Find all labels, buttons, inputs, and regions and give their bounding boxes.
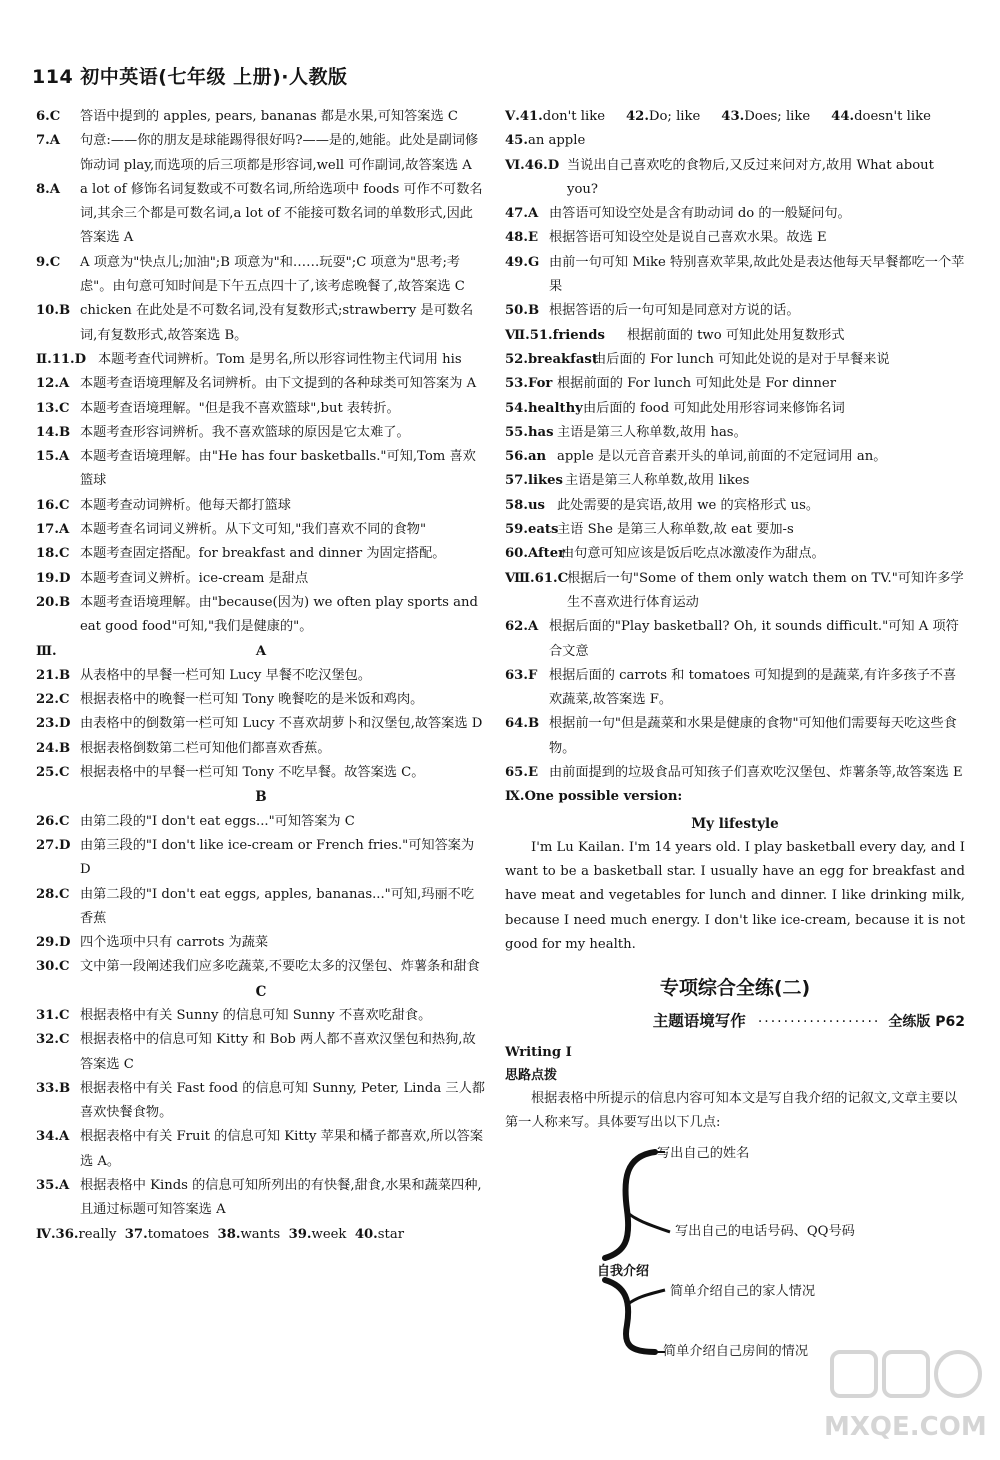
answer-explanation: 句意:——你的朋友是球能踢得很好吗?——是的,她能。此处是副词修饰动词 play,而选项的后三项都是形容词,well 可作副词,故答案选 A [80,133,479,173]
answer-number: 38. [217,1226,241,1242]
answer-number: 53.For [505,376,553,392]
answer-item [36,251,486,300]
answer-item [36,494,486,518]
answer-number: 16.C [36,497,70,513]
answer-explanation: 根据表格中 Kinds 的信息可知所列出的有快餐,甜食,水果和蔬菜四种,且通过标题可知答案选 A [80,1178,482,1218]
answer-number: 27.D [36,837,71,853]
answer-explanation: 答语中提到的 apples, pears, bananas 都是水果,可知答案选 C [80,109,458,124]
answer-item [505,421,965,445]
answer-explanation: 由答语可知设空处是含有助动词 do 的一般疑问句。 [549,206,851,222]
answer-word: tomatoes [147,1226,218,1242]
writing-label: Writing Ⅰ [505,1045,572,1061]
answer-number: 55.has [505,424,554,440]
answer-explanation: 四个选项中只有 carrots 为蔬菜 [80,935,269,951]
special-subtitle: 主题语境写作 [652,1012,746,1031]
answer-item [36,737,486,761]
answer-explanation: 由句意可知应该是饭后吃点冰激凌作为甜点。 [561,546,825,562]
answer-explanation: 由表格中的倒数第一栏可知 Lucy 不喜欢胡萝卜和汉堡包,故答案选 D [80,716,483,732]
answer-number: 37. [124,1226,148,1242]
answer-number: 17.A [36,522,70,538]
answer-explanation: chicken 在此处是不可数名词,没有复数形式;strawberry 是可数名词,有复数形式,故答案选 B。 [80,303,474,343]
answer-item [36,567,486,591]
answer-explanation: 根据答语可知设空处是说自己喜欢水果。故选 E [549,230,827,246]
answer-number: 58.us [505,497,545,513]
answer-word: really [78,1226,125,1242]
answer-word: star [377,1226,404,1242]
answer-number: 28.C [36,886,70,902]
answer-number: 44. [831,109,855,124]
section-letter: A [255,643,267,659]
answer-explanation: 根据前面的 two 可知此处用复数形式 [627,327,845,343]
answer-explanation: 本题考查形容词辨析。我不喜欢篮球的原因是它太难了。 [80,424,410,440]
answer-number: 47.A [505,206,539,222]
section-heading [36,640,486,664]
answer-explanation: 由第二段的"I don't eat eggs..."可知答案为 C [80,813,355,829]
answer-explanation: 本题考查动词辨析。他每天都打篮球 [80,497,291,513]
answer-explanation: 由后面的 food 可知此处用形容词来修饰名词 [583,400,845,416]
answer-number: 29.D [36,935,71,951]
answer-number: 32.C [36,1032,70,1048]
answer-item [505,567,965,616]
answer-number: 59.eats [505,522,559,538]
answer-explanation: 由第二段的"I don't eat eggs, apples, bananas..."可知,玛丽不吃香蕉 [80,886,475,926]
page-header: 114 初中英语(七年级 上册)·人教版 [32,66,348,88]
section-letter: B [255,789,267,806]
answer-number: 62.A [505,619,539,635]
answer-number: 35.A [36,1178,70,1194]
hint-text: 根据表格中所提示的信息内容可知本文是写自我介绍的记叙文,文章主要以第一人称来写。具体要写出以下几点: [505,1091,958,1131]
answer-number: 33.B [36,1080,71,1096]
answer-number: 45. [505,133,528,149]
answer-item [505,542,965,566]
answer-item [505,518,965,542]
brace-graphic [505,1140,965,1355]
answer-explanation: 主语是第三人称单数,故用 has。 [557,424,747,440]
essay-title: My lifestyle [691,815,779,832]
answer-explanation: 根据前面的 For lunch 可知此处是 For dinner [557,376,837,392]
answer-item [36,955,486,979]
answer-item [36,931,486,955]
answer-number: 50.B [505,303,540,319]
answer-word: wants [240,1226,289,1242]
answer-item [505,664,965,713]
answer-number: 34.A [36,1129,70,1145]
answer-explanation: apple 是以元音音素开头的单词,前面的不定冠词用 an。 [557,449,887,465]
right-answer-list [505,105,965,785]
answer-item [36,421,486,445]
answer-item [505,469,965,493]
answer-item [36,810,486,834]
section-number: Ⅲ. [36,643,57,659]
answer-line [36,1223,486,1247]
answer-item [36,883,486,932]
answer-word: week [311,1226,355,1242]
answer-number: 9.C [36,254,61,270]
branch-phone: 写出自己的电话号码、QQ号码 [675,1223,855,1239]
answer-item [36,1125,486,1174]
answer-number: Ⅴ.41. [505,109,543,124]
answer-explanation: 根据后面的 carrots 和 tomatoes 可知提到的是蔬菜,有许多孩子不喜欢蔬菜,故答案选 F。 [549,667,957,708]
answer-explanation: 根据表格中的晚餐一栏可知 Tony 晚餐吃的是米饭和鸡肉。 [80,692,424,708]
special-subtitle-row [505,1009,965,1031]
answer-number: 21.B [36,667,71,683]
answer-item [36,348,486,372]
answer-number: 22.C [36,692,70,708]
answer-number: 8.A [36,181,60,197]
answer-item [505,445,965,469]
branch-room: 简单介绍自己房间的情况 [663,1343,809,1359]
answer-number: Ⅳ.36. [36,1226,79,1242]
answer-item [505,761,965,785]
answer-explanation: 由前面提到的垃圾食品可知孩子们喜欢吃汉堡包、炸薯条等,故答案选 E [549,765,963,781]
answer-explanation: 由后面的 For lunch 可知此处说的是对于早餐来说 [593,351,890,367]
answer-item [36,105,486,129]
answer-explanation: 主语 She 是第三人称单数,故 eat 要加-s [557,522,794,538]
answer-word: Do; like [648,109,722,124]
answer-number: 43. [721,109,745,124]
answer-item [36,761,486,785]
answer-number: 6.C [36,109,61,124]
mind-map [505,1140,965,1359]
answer-number: 56.an [505,449,547,465]
answer-number: 14.B [36,424,71,440]
answer-number: 64.B [505,716,540,732]
special-title: 专项综合全练(二) [659,977,811,1000]
answer-explanation: 根据前一句"但是蔬菜和水果是健康的食物"可知他们需要每天吃这些食物。 [549,716,957,756]
answer-item [505,615,965,664]
branch-family: 简单介绍自己的家人情况 [670,1283,816,1299]
mind-map-center: 自我介绍 [597,1263,650,1279]
answer-item [36,834,486,883]
answer-item [505,712,965,761]
answer-explanation: 根据答语的后一句可知是同意对方说的话。 [549,303,800,319]
answer-number: 26.C [36,813,70,829]
answer-explanation: 当说出自己喜欢吃的食物后,又反过来问对方,故用 What about you? [567,157,934,197]
watermark-text: MXQE.COM [824,1412,987,1442]
answer-explanation: a lot of 修饰名词复数或不可数名词,所给选项中 foods 可作不可数名词,其余三个都是可数名词,a lot of 不能接可数名词的单数形式,因此答案选 A [80,181,483,246]
answer-number: 57.likes [505,473,563,489]
answer-line [505,129,965,153]
answer-explanation: 根据表格中有关 Sunny 的信息可知 Sunny 不喜欢吃甜食。 [80,1007,432,1023]
answer-explanation: 文中第一段阐述我们应多吃蔬菜,不要吃太多的汉堡包、炸薯条和甜食 [80,959,480,975]
answer-number: Ⅶ.51.friends [505,327,605,343]
answer-number: Ⅱ.11.D [36,351,87,367]
answer-line [505,105,965,129]
answer-explanation: 由第三段的"I don't like ice-cream or French fries."可知答案为 D [80,837,475,878]
answer-item [36,178,486,251]
answer-explanation: 本题考查语境理解。由"because(因为) we often play sports and eat good food"可知,"我们是健康的"。 [80,594,478,635]
answer-word: doesn't like [854,109,931,124]
answer-item [505,226,965,250]
answer-number: 7.A [36,133,60,149]
answer-number: 31.C [36,1007,70,1023]
answer-number: 54.healthy [505,400,583,416]
answer-number: 24.B [36,740,71,756]
answer-item [36,1077,486,1126]
answer-explanation: 根据后一句"Some of them only watch them on TV."可知许多学生不喜欢进行体育运动 [567,570,964,610]
answer-item [36,299,486,348]
answer-explanation: 本题考查语境理解。由"He has four basketballs."可知,Tom 喜欢篮球 [80,449,476,489]
leader-dots: ··················· [757,1014,881,1031]
answer-item [36,591,486,640]
essay-text: I'm Lu Kailan. I'm 14 years old. I play basketball every day, and I want to be a basketball star. I usually have an egg for breakfast and have meat and vegetables for lunch and dinner. I like drinking milk, because I need much energy. I don't like ice-cream, because it is not good for my health. [505,839,965,952]
answer-number: 23.D [36,716,71,732]
answer-item [36,397,486,421]
answer-number: 12.A [36,376,70,392]
answer-number: 39. [288,1226,312,1242]
site-watermark [824,1346,987,1442]
essay-label: Ⅸ.One possible version: [505,789,683,805]
branch-name: 写出自己的姓名 [657,1145,750,1161]
answer-item [505,324,965,348]
answer-explanation: 本题考查语境理解及名词辨析。由下文提到的各种球类可知答案为 A [80,376,477,392]
answer-item [505,494,965,518]
answer-item [36,1004,486,1028]
answer-item [36,712,486,736]
answer-word: Does; like [744,109,832,124]
answer-explanation: 本题考查代词辨析。Tom 是男名,所以形容词性物主代词用 his [98,351,462,367]
answer-item [505,372,965,396]
answer-number: 30.C [36,959,70,975]
answer-item [36,1028,486,1077]
answer-number: 19.D [36,570,71,586]
answer-word: an apple [527,133,586,149]
answer-explanation: 本题考查语境理解。"但是我不喜欢篮球",but 表转折。 [80,400,400,416]
answer-word: don't like [542,109,626,124]
left-column [36,105,486,1247]
hint-label: 思路点拨 [505,1068,558,1084]
answer-explanation: 根据后面的"Play basketball? Oh, it sounds difficult."可知 A 项符合文意 [549,619,959,659]
answer-explanation: 根据表格中的早餐一栏可知 Tony 不吃早餐。故答案选 C。 [80,765,425,781]
answer-item [36,129,486,178]
answer-item [36,1174,486,1223]
answer-number: 13.C [36,400,70,416]
answer-item [505,202,965,226]
answer-item [36,664,486,688]
answer-item [36,518,486,542]
answer-explanation: A 项意为"快点儿;加油";B 项意为"和……玩耍";C 项意为"思考;考虑"。由句意可知时间是下午五点四十了,该考虑晚餐了,故答案选 C [80,254,465,295]
answer-number: 10.B [36,303,71,319]
answer-number: 18.C [36,546,70,562]
answer-item [505,154,965,203]
answer-item [36,372,486,396]
page-reference: 全练版 P62 [888,1014,965,1031]
answer-explanation: 根据表格中有关 Fast food 的信息可知 Sunny, Peter, Linda 三人都喜欢快餐食物。 [80,1080,485,1121]
answer-number: 60.After [505,546,566,562]
answer-number: 48.E [505,230,538,246]
answer-number: 52.breakfast [505,351,598,367]
watermark-logo [824,1346,984,1410]
answer-explanation: 由前一句可知 Mike 特别喜欢苹果,故此处是表达他每天早餐都吃一个苹果 [549,254,965,295]
answer-number: 65.E [505,765,538,781]
answer-item [505,299,965,323]
answer-explanation: 本题考查名词词义辨析。从下文可知,"我们喜欢不同的食物" [80,522,427,538]
answer-item [505,251,965,300]
answer-item [36,445,486,494]
answer-item [36,688,486,712]
answer-number: 20.B [36,594,71,610]
answer-number: Ⅵ.46.D [505,157,560,173]
essay-section [505,785,965,957]
answer-number: Ⅷ.61.C [505,570,569,586]
answer-explanation: 根据表格中有关 Fruit 的信息可知 Kitty 苹果和橘子都喜欢,所以答案选 A。 [80,1129,484,1169]
section-letter: C [255,983,267,1000]
answer-number: 63.F [505,667,538,683]
answer-explanation: 本题考查固定搭配。for breakfast and dinner 为固定搭配。 [80,546,446,562]
answer-item [36,542,486,566]
answer-item [505,397,965,421]
answer-number: 42. [625,109,649,124]
answer-number: 40. [354,1226,378,1242]
right-column [505,105,965,1359]
answer-explanation: 根据表格中的信息可知 Kitty 和 Bob 两人都不喜欢汉堡包和热狗,故答案选 C [80,1032,476,1072]
answer-explanation: 主语是第三人称单数,故用 likes [565,473,750,489]
answer-explanation: 本题考查词义辨析。ice-cream 是甜点 [80,570,309,586]
answer-item [505,348,965,372]
answer-number: 25.C [36,765,70,781]
answer-explanation: 此处需要的是宾语,故用 we 的宾格形式 us。 [557,497,820,513]
answer-number: 15.A [36,449,70,465]
answer-number: 49.G [505,254,540,270]
answer-explanation: 从表格中的早餐一栏可知 Lucy 早餐不吃汉堡包。 [80,667,372,683]
answer-explanation: 根据表格倒数第二栏可知他们都喜欢香蕉。 [80,740,331,756]
